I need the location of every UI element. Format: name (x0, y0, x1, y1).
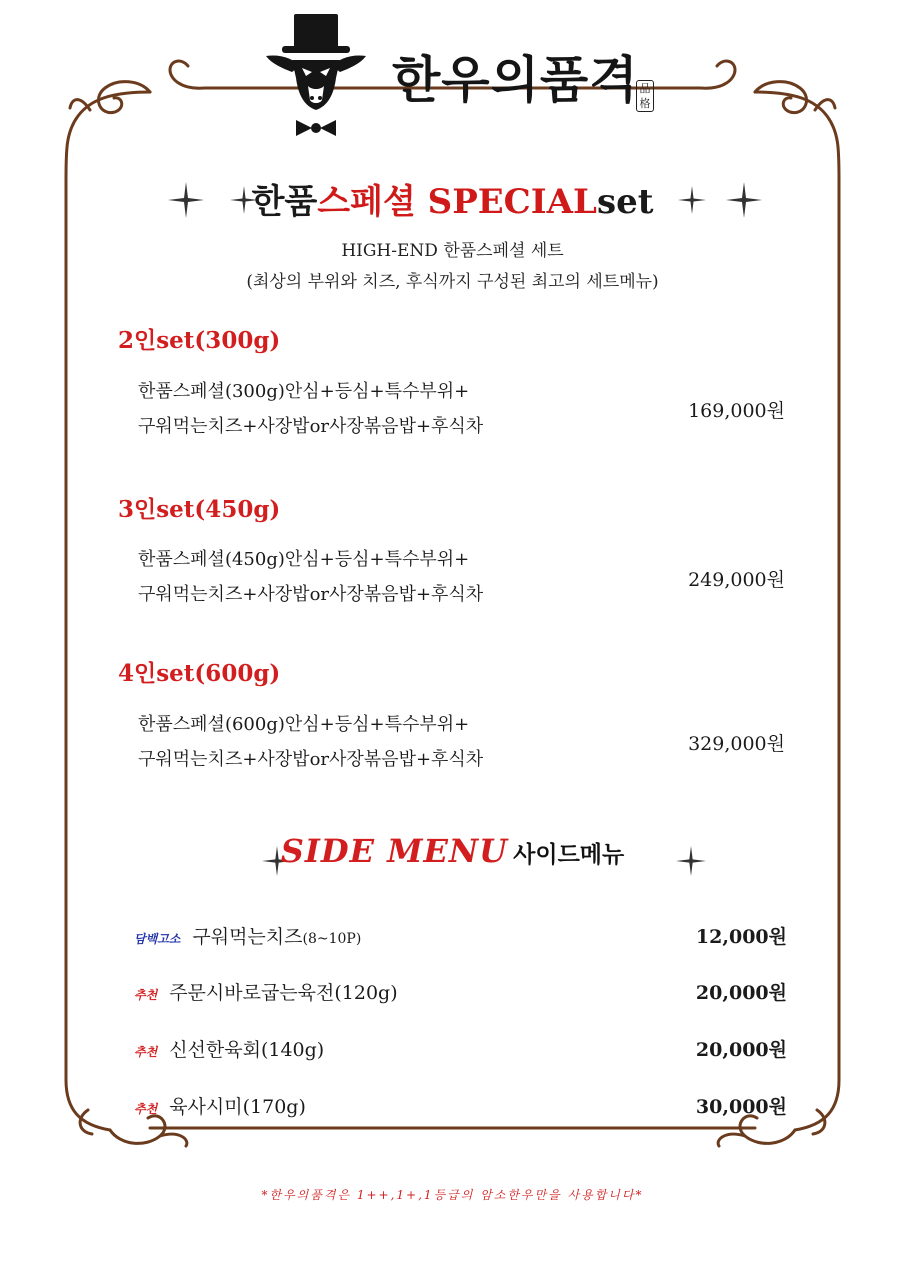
title-black: 한품 (251, 182, 318, 222)
side-item-price: 12,000원 (695, 926, 787, 948)
side-item-price: 20,000원 (695, 1039, 787, 1061)
subtitle: HIGH-END 한품스페셜 세트 (341, 241, 564, 261)
title-tail: set (596, 182, 654, 222)
bull-tophat-logo-icon (262, 10, 370, 140)
set-line-1: 한품스페셜(600g)안심+등심+특수부위+ (138, 714, 470, 735)
brand-seal: 品格 (636, 80, 654, 112)
side-item (134, 1092, 306, 1119)
side-item-name: 육사시미(170g) (169, 1096, 306, 1118)
side-item-name: 구워먹는치즈 (192, 926, 303, 948)
side-item (134, 922, 361, 949)
side-item-tag: 추천 (134, 988, 158, 1002)
set-line-1: 한품스페셜(300g)안심+등심+특수부위+ (138, 381, 470, 402)
set-line-2: 구워먹는치즈+사장밥or사장볶음밥+후식차 (138, 416, 484, 437)
side-item-price: 20,000원 (695, 982, 787, 1004)
set-price: 329,000원 (688, 733, 785, 755)
set-title-4p: 4인set(600g) (118, 660, 281, 687)
set-title-3p: 3인set(450g) (118, 496, 281, 523)
side-item-note: (8~10P) (302, 931, 362, 947)
special-set-title (0, 174, 905, 223)
footer-note: *한우의품격은 1++,1+,1등급의 암소한우만을 사용합니다* (261, 1188, 644, 1202)
side-item-name: 주문시바로굽는육전(120g) (169, 982, 398, 1004)
side-item (134, 978, 398, 1005)
side-title-ko: 사이드메뉴 (513, 842, 625, 868)
side-item-tag: 추천 (134, 1102, 158, 1116)
side-menu-title (0, 832, 905, 870)
side-item-tag: 담백고소 (134, 932, 181, 946)
side-item-price: 30,000원 (695, 1096, 787, 1118)
side-item-name: 신선한육회(140g) (169, 1039, 325, 1061)
set-line-2: 구워먹는치즈+사장밥or사장볶음밥+후식차 (138, 584, 484, 605)
side-item (134, 1035, 324, 1062)
set-price: 249,000원 (688, 569, 785, 591)
title-red: 스페셜 SPECIAL (317, 182, 597, 222)
set-line-2: 구워먹는치즈+사장밥or사장볶음밥+후식차 (138, 749, 484, 770)
brand-name: 한우의품격 (392, 51, 639, 109)
side-title-en: SIDE MENU (280, 832, 509, 870)
description: (최상의 부위와 치즈, 후식까지 구성된 최고의 세트메뉴) (246, 272, 659, 292)
set-price: 169,000원 (688, 400, 785, 422)
set-line-1: 한품스페셜(450g)안심+등심+특수부위+ (138, 549, 470, 570)
set-title-2p: 2인set(300g) (118, 327, 281, 354)
side-item-tag: 추천 (134, 1045, 158, 1059)
